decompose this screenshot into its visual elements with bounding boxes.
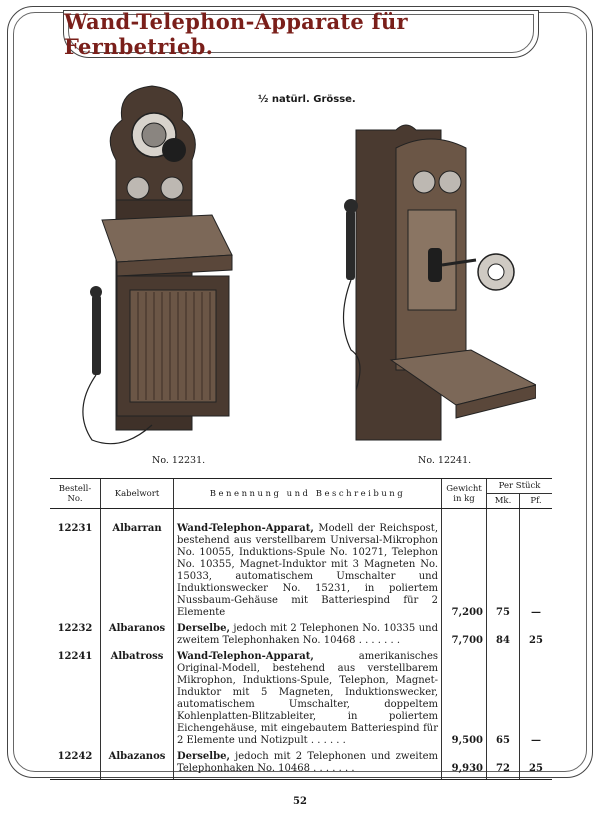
weight: 9,930 [442,751,487,780]
price-mk: 75 [487,509,520,624]
description [174,623,442,651]
telephone-illustration-12241 [336,120,536,450]
price-pf: 25 [520,751,553,780]
description [174,509,442,624]
weight: 7,700 [442,623,487,651]
price-pf: 25 [520,623,553,651]
price-mk: 65 [487,651,520,751]
cable-word: Albatross [101,651,174,751]
table-row [50,651,552,751]
header-order-no: Bestell-No. [50,479,101,509]
page-number: 52 [293,796,307,807]
price-table [50,478,552,780]
table-row [50,751,552,780]
header-weight: Gewicht in kg [442,479,487,509]
description-text: jedoch mit 2 Telephonen No. 10335 und zweitem Telephonhaken No. 10468 . . . . . . . [177,623,438,646]
order-number: 12232 [57,623,93,634]
cable-word: Albarran [101,509,174,624]
title-banner [63,10,539,58]
weight: 7,200 [442,509,487,624]
description-head: Wand-Telephon-Apparat, [177,651,314,662]
description [174,751,442,780]
table-row [50,623,552,651]
price-pf: — [520,509,553,624]
header-description: Benennung und Beschreibung [174,479,442,509]
scale-note: ½ natürl. Grösse. [258,94,356,105]
table-row [50,509,552,624]
header-mk: Mk. [487,494,520,508]
cable-word: Albaranos [101,623,174,651]
header-cable-word: Kabelwort [101,479,174,509]
telephone-illustration-12231 [62,80,252,455]
page-title: Wand-Telephon-Apparate für Fernbetrieb. [64,9,408,59]
header-pf: Pf. [530,496,542,506]
description-text: amerikanisches Original-Modell, bestehend aus verstellbarem Mikrophon, Induktions-Spule, Telephon, Magnet-Induktor mit 5 Magneten, Induktionswecker, automatischem Umschalter, doppeltem Kohlenplatten-Blitzableiter, in poliertem Eichengehäuse, mit eingebautem Batteriespind für 2 Elemente und Notizpult . . . . . . [177,651,438,746]
illustration-caption-12231: No. 12231. [152,455,206,466]
header-per-piece [487,479,553,509]
order-number: 12231 [57,523,93,534]
description-head: Wand-Telephon-Apparat, [177,523,314,534]
illustration-caption-12241: No. 12241. [418,455,472,466]
description [174,651,442,751]
description-text: jedoch mit 2 Telephonen und zweitem Telephonhaken No. 10468 . . . . . . . [177,751,438,774]
table-header-row [50,479,552,509]
weight: 9,500 [442,651,487,751]
description-head: Derselbe, [177,623,230,634]
description-text: Modell der Reichspost, bestehend aus verstellbarem Universal-Mikrophon No. 10055, Induktions-Spule No. 10271, Telephon No. 10355, Magnet-Induktor mit 3 Magneten No. 15033, automatischem Umschalter und Induktionswecker No. 15231, in poliertem Nussbaum-Gehäuse mit Batteriespind für 2 Elemente [177,523,438,618]
header-per-piece-label: Per Stück [487,479,552,494]
price-pf: — [520,651,553,751]
price-mk: 84 [487,623,520,651]
description-head: Derselbe, [177,751,230,762]
price-mk: 72 [487,751,520,780]
order-number: 12242 [50,751,101,780]
cable-word: Albazanos [101,751,174,780]
order-number: 12241 [57,651,93,662]
